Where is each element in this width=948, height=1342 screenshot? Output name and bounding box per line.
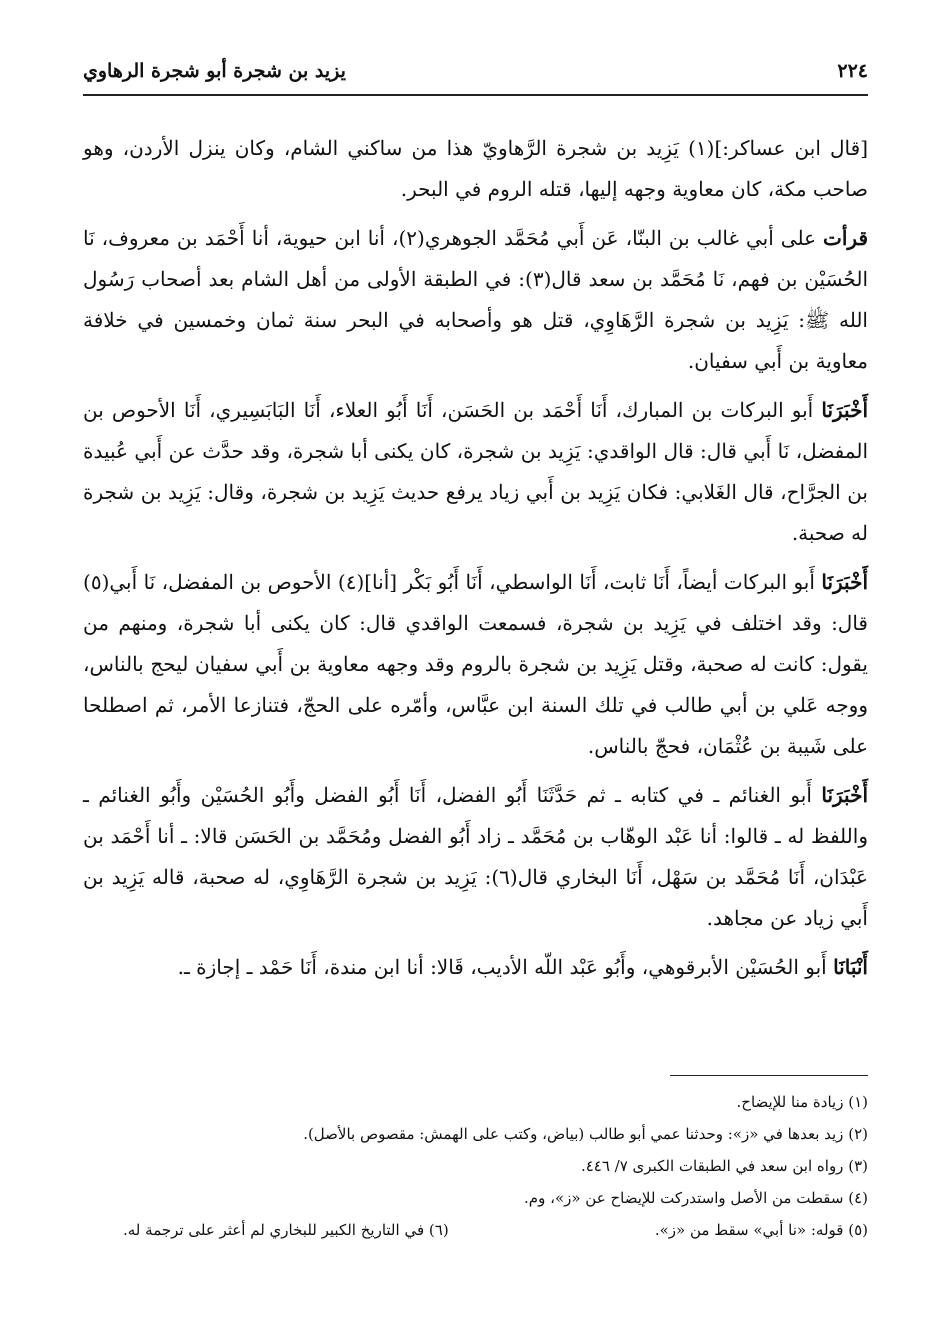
paragraph [83,218,868,382]
paragraph [83,562,868,767]
footnotes [83,1086,868,1246]
footnote-number: (٣) [848,1157,868,1175]
paragraph-lead: أَنْبَانَا [833,955,868,979]
footnote [83,1118,868,1150]
footnote [123,1214,449,1246]
footnote-number: (٥) [848,1221,868,1239]
paragraph-text: أَبو البركات بن المبارك، أَنَا أَحْمَد بن الحَسَن، أَنَا أَبُو العلاء، أَنَا البَابَسِيري، أَنَا الأحوص بن المفضل، نَا أَبي قال: قال الواقدي: يَزِيد بن شجرة، كان يكنى أبا شجرة، وقد حدَّث عن أَبي عُبيدة بن الجرَّاح، قال الغَلابي: فكان يَزِيد بن أَبي زياد يرفع حديث يَزِيد بن شجرة، وقال: يَزِيد بن شجرة له صحبة. [83,398,868,545]
page-number: ٢٢٤ [837,60,868,82]
footnote-text: زيادة منا للإيضاح. [736,1093,844,1111]
paragraph-text: على أبي غالب بن البنّا، عَن أَبي مُحَمَّد الجوهري(٢)، أنا ابن حيوية، أنا أَحْمَد بن معروف، نَا الحُسَيْن بن فهم، نَا مُحَمَّد بن سعد قال(٣): في الطبقة الأولى من أهل الشام بعد أصحاب رَسُول الله ﷺ: يَزِيد بن شجرة الرَّهَاوِي، قتل هو وأصحابه في البحر سنة ثمان وخمسين في خلافة معاوية بن أَبي سفيان. [83,226,868,373]
footnote-text: سقطت من الأصل واستدركت للإيضاح عن «ز»، وم. [524,1189,844,1207]
paragraph-text: أَبو الغنائم ـ في كتابه ـ ثم حَدَّثَنَا أَبُو الفضل، أَنَا أَبُو الفضل وأَبُو الحُسَيْن وأَبُو الغنائم ـ واللفظ له ـ قالوا: أنا عَبْد الوهّاب بن مُحَمَّد ـ زاد أَبُو الفضل ومُحَمَّد بن الحَسَن قالا: ـ أنا أَحْمَد بن عَبْدَان، أَنَا مُحَمَّد بن سَهْل، أَنَا البخاري قال(٦): يَزِيد بن شجرة الرَّهَاوِي، له صحبة، قاله يَزِيد بن أَبي زياد عن مجاهد. [83,783,868,930]
footnote [655,1214,868,1246]
footnote [83,1086,868,1118]
footnote-number: (٦) [428,1221,449,1239]
paragraph-text: أَبو الحُسَيْن الأبرقوهي، وأَبُو عَبْد اللّه الأديب، قَالا: أنا ابن مندة، أَنَا حَمْد ـ إجازة ـ. [177,955,834,979]
footnote-number: (٤) [848,1189,868,1207]
paragraph-text: [قال ابن عساكر:](١) يَزِيد بن شجرة الرَّهاويّ هذا من ساكني الشام، وكان ينزل الأردن، وهو صاحب مكة، كان معاوية وجهه إليها، قتله الروم في البحر. [83,136,869,201]
paragraph-lead: أَخْبَرَنَا [821,398,868,422]
footnote-text: رواه ابن سعد في الطبقات الكبرى ٧/ ٤٤٦. [580,1157,844,1175]
main-text [83,128,868,996]
paragraph-text: أَبو البركات أيضاً، أَنَا ثابت، أَنَا الواسطي، أَنَا أَبُو بَكْر [أنا](٤) الأحوص بن المفضل، نَا أَبي(٥) قال: وقد اختلف في يَزِيد بن شجرة، فسمعت الواقدي قال: كان يكنى أبا شجرة، ومنهم من يقول: كانت له صحبة، وقتل يَزِيد بن شجرة بالروم وقد وجهه معاوية بن أَبي سفيان ليحج بالناس، ووجه عَلي بن أبي طالب في تلك السنة ابن عبَّاس، وأمّره على الحجّ، فتنازعا الأمر، ثم اصطلحا على شَيبة بن عُثْمَان، فحجّ بالناس. [83,570,868,758]
footnote-text: في التاريخ الكبير للبخاري لم أعثر على ترجمة له. [123,1221,425,1239]
footnote-text: قوله: «نا أبي» سقط من «ز». [654,1221,844,1239]
paragraph-lead: أَخْبَرَنَا [821,570,869,594]
paragraph [83,390,868,554]
footnote-text: زيد بعدها في «ز»: وحدثنا عمي أبو طالب (بياض، وكتب على الهمش: مقصوص بالأصل). [303,1125,844,1143]
footnote-row [83,1214,868,1246]
paragraph-lead: أَخْبَرَنَا [821,783,868,807]
running-title: يزيد بن شجرة أبو شجرة الرهاوي [83,60,346,82]
footnote-number: (٢) [848,1125,868,1143]
page-header [83,58,868,96]
footnote [83,1150,868,1182]
paragraph-lead: قرأت [823,226,869,250]
footnote-number: (١) [848,1093,868,1111]
paragraph [83,128,868,210]
footnote-divider [670,1075,868,1076]
footnote [83,1182,868,1214]
paragraph [83,775,868,939]
paragraph [83,947,868,988]
